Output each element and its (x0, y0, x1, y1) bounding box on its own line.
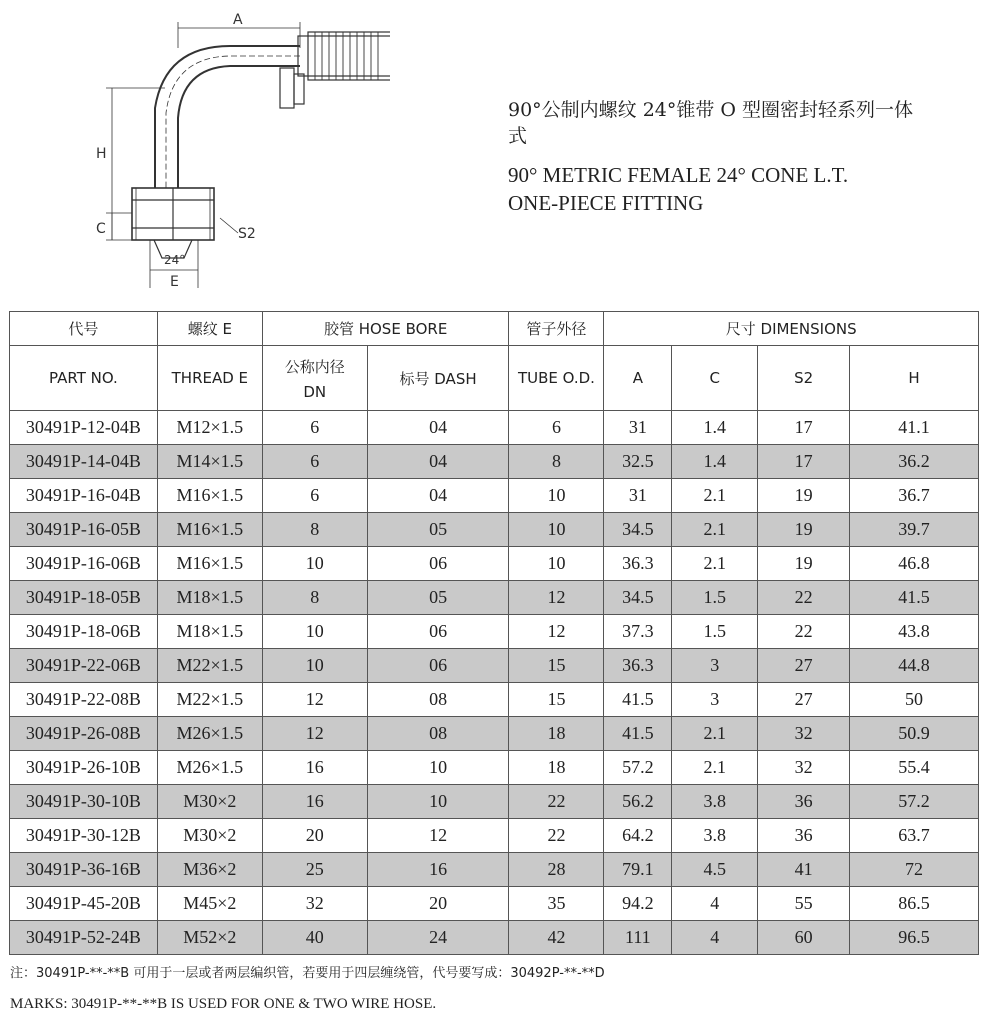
cell-dim-s2: 17 (758, 445, 850, 479)
table-row (10, 921, 979, 955)
header-row-2 (10, 346, 979, 411)
cell-thread: M22×1.5 (157, 683, 262, 717)
dim-label-a: A (233, 12, 243, 28)
cell-dim-c: 3 (672, 649, 758, 683)
cell-dash: 08 (367, 683, 509, 717)
cell-dim-a: 111 (604, 921, 672, 955)
cell-dim-c: 1.5 (672, 581, 758, 615)
dim-label-angle: 24° (164, 253, 186, 267)
cell-dn: 32 (262, 887, 367, 921)
cell-part-no: 30491P-12-04B (10, 411, 158, 445)
cell-dn: 10 (262, 547, 367, 581)
cell-dim-c: 4.5 (672, 853, 758, 887)
fitting-drawing (70, 8, 390, 298)
table-row (10, 717, 979, 751)
cell-dn: 20 (262, 819, 367, 853)
cell-part-no: 30491P-45-20B (10, 887, 158, 921)
cell-dim-a: 36.3 (604, 649, 672, 683)
cell-dim-h: 46.8 (850, 547, 979, 581)
title-zh-line1: 90°公制内螺纹 24°锥带 O 型圈密封轻系列一体 (508, 99, 914, 121)
cell-dn: 16 (262, 751, 367, 785)
cell-dim-c: 3.8 (672, 785, 758, 819)
cell-dim-a: 56.2 (604, 785, 672, 819)
cell-dim-a: 57.2 (604, 751, 672, 785)
cell-dim-s2: 17 (758, 411, 850, 445)
cell-dim-h: 50.9 (850, 717, 979, 751)
cell-dim-c: 1.4 (672, 411, 758, 445)
cell-dim-s2: 27 (758, 683, 850, 717)
cell-part-no: 30491P-16-06B (10, 547, 158, 581)
cell-tube-od: 10 (509, 513, 604, 547)
cell-dim-c: 2.1 (672, 513, 758, 547)
cell-dim-c: 1.5 (672, 615, 758, 649)
cell-dn: 6 (262, 411, 367, 445)
cell-dim-h: 43.8 (850, 615, 979, 649)
cell-part-no: 30491P-16-04B (10, 479, 158, 513)
cell-dim-a: 32.5 (604, 445, 672, 479)
cell-dim-a: 34.5 (604, 513, 672, 547)
cell-dim-s2: 19 (758, 513, 850, 547)
cell-part-no: 30491P-30-12B (10, 819, 158, 853)
header-thread-zh: 螺纹 E (157, 312, 262, 346)
cell-dash: 12 (367, 819, 509, 853)
cell-thread: M18×1.5 (157, 581, 262, 615)
cell-dim-s2: 32 (758, 751, 850, 785)
cell-dash: 08 (367, 717, 509, 751)
cell-dim-s2: 36 (758, 785, 850, 819)
cell-dim-c: 1.4 (672, 445, 758, 479)
header-part-zh: 代号 (10, 312, 158, 346)
cell-thread: M30×2 (157, 819, 262, 853)
cell-tube-od: 15 (509, 649, 604, 683)
note-zh: 注：30491P-**-**B 可用于一层或者两层编织管，若要用于四层缠绕管，代号要写成：30492P-**-**D (10, 966, 605, 981)
cell-dim-h: 96.5 (850, 921, 979, 955)
cell-dim-a: 41.5 (604, 717, 672, 751)
cell-part-no: 30491P-52-24B (10, 921, 158, 955)
cell-tube-od: 10 (509, 547, 604, 581)
title-en-line2: ONE-PIECE FITTING (508, 191, 704, 215)
cell-dim-s2: 41 (758, 853, 850, 887)
cell-tube-od: 22 (509, 785, 604, 819)
cell-dim-a: 36.3 (604, 547, 672, 581)
cell-tube-od: 35 (509, 887, 604, 921)
cell-dn: 25 (262, 853, 367, 887)
cell-thread: M16×1.5 (157, 513, 262, 547)
title-en-line1: 90° METRIC FEMALE 24° CONE L.T. (508, 163, 849, 187)
cell-dim-a: 41.5 (604, 683, 672, 717)
cell-dim-c: 4 (672, 887, 758, 921)
cell-dim-c: 3.8 (672, 819, 758, 853)
cell-dn: 12 (262, 717, 367, 751)
cell-dash: 04 (367, 479, 509, 513)
cell-dn: 6 (262, 445, 367, 479)
cell-dash: 10 (367, 751, 509, 785)
dim-label-c: C (96, 221, 106, 237)
cell-dim-c: 2.1 (672, 717, 758, 751)
cell-dash: 06 (367, 547, 509, 581)
cell-dim-a: 34.5 (604, 581, 672, 615)
cell-tube-od: 8 (509, 445, 604, 479)
table-row (10, 751, 979, 785)
cell-dim-a: 94.2 (604, 887, 672, 921)
cell-dim-s2: 32 (758, 717, 850, 751)
cell-thread: M26×1.5 (157, 717, 262, 751)
cell-dim-h: 86.5 (850, 887, 979, 921)
cell-dim-c: 2.1 (672, 547, 758, 581)
cell-dim-s2: 36 (758, 819, 850, 853)
cell-dash: 06 (367, 649, 509, 683)
cell-dim-a: 64.2 (604, 819, 672, 853)
cell-dash: 20 (367, 887, 509, 921)
cell-dim-h: 57.2 (850, 785, 979, 819)
cell-part-no: 30491P-18-06B (10, 615, 158, 649)
cell-dim-h: 55.4 (850, 751, 979, 785)
cell-dn: 10 (262, 649, 367, 683)
cell-dash: 04 (367, 411, 509, 445)
cell-tube-od: 10 (509, 479, 604, 513)
header-h: H (850, 346, 979, 411)
cell-dash: 06 (367, 615, 509, 649)
cell-part-no: 30491P-22-06B (10, 649, 158, 683)
cell-tube-od: 42 (509, 921, 604, 955)
table-row (10, 513, 979, 547)
cell-dim-a: 37.3 (604, 615, 672, 649)
cell-part-no: 30491P-30-10B (10, 785, 158, 819)
cell-tube-od: 28 (509, 853, 604, 887)
table-row (10, 887, 979, 921)
cell-dim-h: 36.2 (850, 445, 979, 479)
cell-tube-od: 18 (509, 751, 604, 785)
dim-label-h: H (96, 146, 107, 162)
cell-thread: M16×1.5 (157, 479, 262, 513)
cell-part-no: 30491P-36-16B (10, 853, 158, 887)
cell-part-no: 30491P-26-10B (10, 751, 158, 785)
cell-dim-s2: 22 (758, 581, 850, 615)
table-row (10, 819, 979, 853)
table-row (10, 649, 979, 683)
cell-dash: 05 (367, 513, 509, 547)
cell-thread: M26×1.5 (157, 751, 262, 785)
cell-dn: 8 (262, 581, 367, 615)
table-row (10, 615, 979, 649)
cell-dim-h: 72 (850, 853, 979, 887)
cell-dim-h: 39.7 (850, 513, 979, 547)
cell-dim-h: 44.8 (850, 649, 979, 683)
cell-dim-c: 3 (672, 683, 758, 717)
cell-tube-od: 22 (509, 819, 604, 853)
cell-dn: 40 (262, 921, 367, 955)
cell-dim-c: 2.1 (672, 751, 758, 785)
title-zh-line2: 式 (508, 125, 528, 147)
note-en: MARKS: 30491P-**-**B IS USED FOR ONE & TWO WIRE HOSE. (10, 996, 437, 1012)
cell-dim-h: 41.1 (850, 411, 979, 445)
cell-dim-s2: 55 (758, 887, 850, 921)
cell-thread: M52×2 (157, 921, 262, 955)
header-row-1 (10, 312, 979, 346)
header-dn-en: DN (303, 382, 327, 401)
cell-tube-od: 18 (509, 717, 604, 751)
cell-dn: 10 (262, 615, 367, 649)
cell-dim-a: 79.1 (604, 853, 672, 887)
cell-dim-h: 41.5 (850, 581, 979, 615)
header-tube-od: TUBE O.D. (509, 346, 604, 411)
cell-thread: M36×2 (157, 853, 262, 887)
cell-part-no: 30491P-22-08B (10, 683, 158, 717)
header-thread-e: THREAD E (157, 346, 262, 411)
table-row (10, 581, 979, 615)
cell-dim-s2: 22 (758, 615, 850, 649)
cell-dn: 6 (262, 479, 367, 513)
header-hose-bore: 胶管 HOSE BORE (262, 312, 509, 346)
header-c: C (672, 346, 758, 411)
cell-dash: 10 (367, 785, 509, 819)
spec-table (9, 311, 979, 955)
header-dn (262, 346, 367, 411)
cell-tube-od: 12 (509, 581, 604, 615)
cell-part-no: 30491P-26-08B (10, 717, 158, 751)
cell-part-no: 30491P-16-05B (10, 513, 158, 547)
table-row (10, 683, 979, 717)
header-a: A (604, 346, 672, 411)
table-row (10, 411, 979, 445)
table-row (10, 445, 979, 479)
cell-dim-s2: 60 (758, 921, 850, 955)
cell-part-no: 30491P-18-05B (10, 581, 158, 615)
header-tube-zh: 管子外径 (509, 312, 604, 346)
cell-thread: M16×1.5 (157, 547, 262, 581)
cell-thread: M45×2 (157, 887, 262, 921)
cell-tube-od: 6 (509, 411, 604, 445)
cell-thread: M30×2 (157, 785, 262, 819)
table-row (10, 785, 979, 819)
cell-tube-od: 15 (509, 683, 604, 717)
cell-dim-h: 63.7 (850, 819, 979, 853)
cell-thread: M14×1.5 (157, 445, 262, 479)
cell-dim-h: 50 (850, 683, 979, 717)
cell-dash: 05 (367, 581, 509, 615)
header-part-no: PART NO. (10, 346, 158, 411)
dim-label-e: E (170, 274, 179, 290)
cell-dim-s2: 19 (758, 479, 850, 513)
cell-dim-a: 31 (604, 479, 672, 513)
cell-dn: 8 (262, 513, 367, 547)
cell-dn: 12 (262, 683, 367, 717)
cell-thread: M22×1.5 (157, 649, 262, 683)
cell-thread: M18×1.5 (157, 615, 262, 649)
dim-label-s2: S2 (238, 226, 256, 242)
cell-dim-h: 36.7 (850, 479, 979, 513)
table-row (10, 853, 979, 887)
cell-dn: 16 (262, 785, 367, 819)
cell-dash: 04 (367, 445, 509, 479)
table-row (10, 479, 979, 513)
cell-dim-s2: 19 (758, 547, 850, 581)
header-dimensions: 尺寸 DIMENSIONS (604, 312, 979, 346)
cell-dash: 24 (367, 921, 509, 955)
table-row (10, 547, 979, 581)
cell-dim-a: 31 (604, 411, 672, 445)
cell-tube-od: 12 (509, 615, 604, 649)
cell-dim-c: 4 (672, 921, 758, 955)
cell-dim-c: 2.1 (672, 479, 758, 513)
cell-part-no: 30491P-14-04B (10, 445, 158, 479)
header-s2: S2 (758, 346, 850, 411)
header-dn-zh: 公称内径 (284, 357, 345, 376)
cell-dash: 16 (367, 853, 509, 887)
cell-dim-s2: 27 (758, 649, 850, 683)
cell-thread: M12×1.5 (157, 411, 262, 445)
header-dash: 标号 DASH (367, 346, 509, 411)
